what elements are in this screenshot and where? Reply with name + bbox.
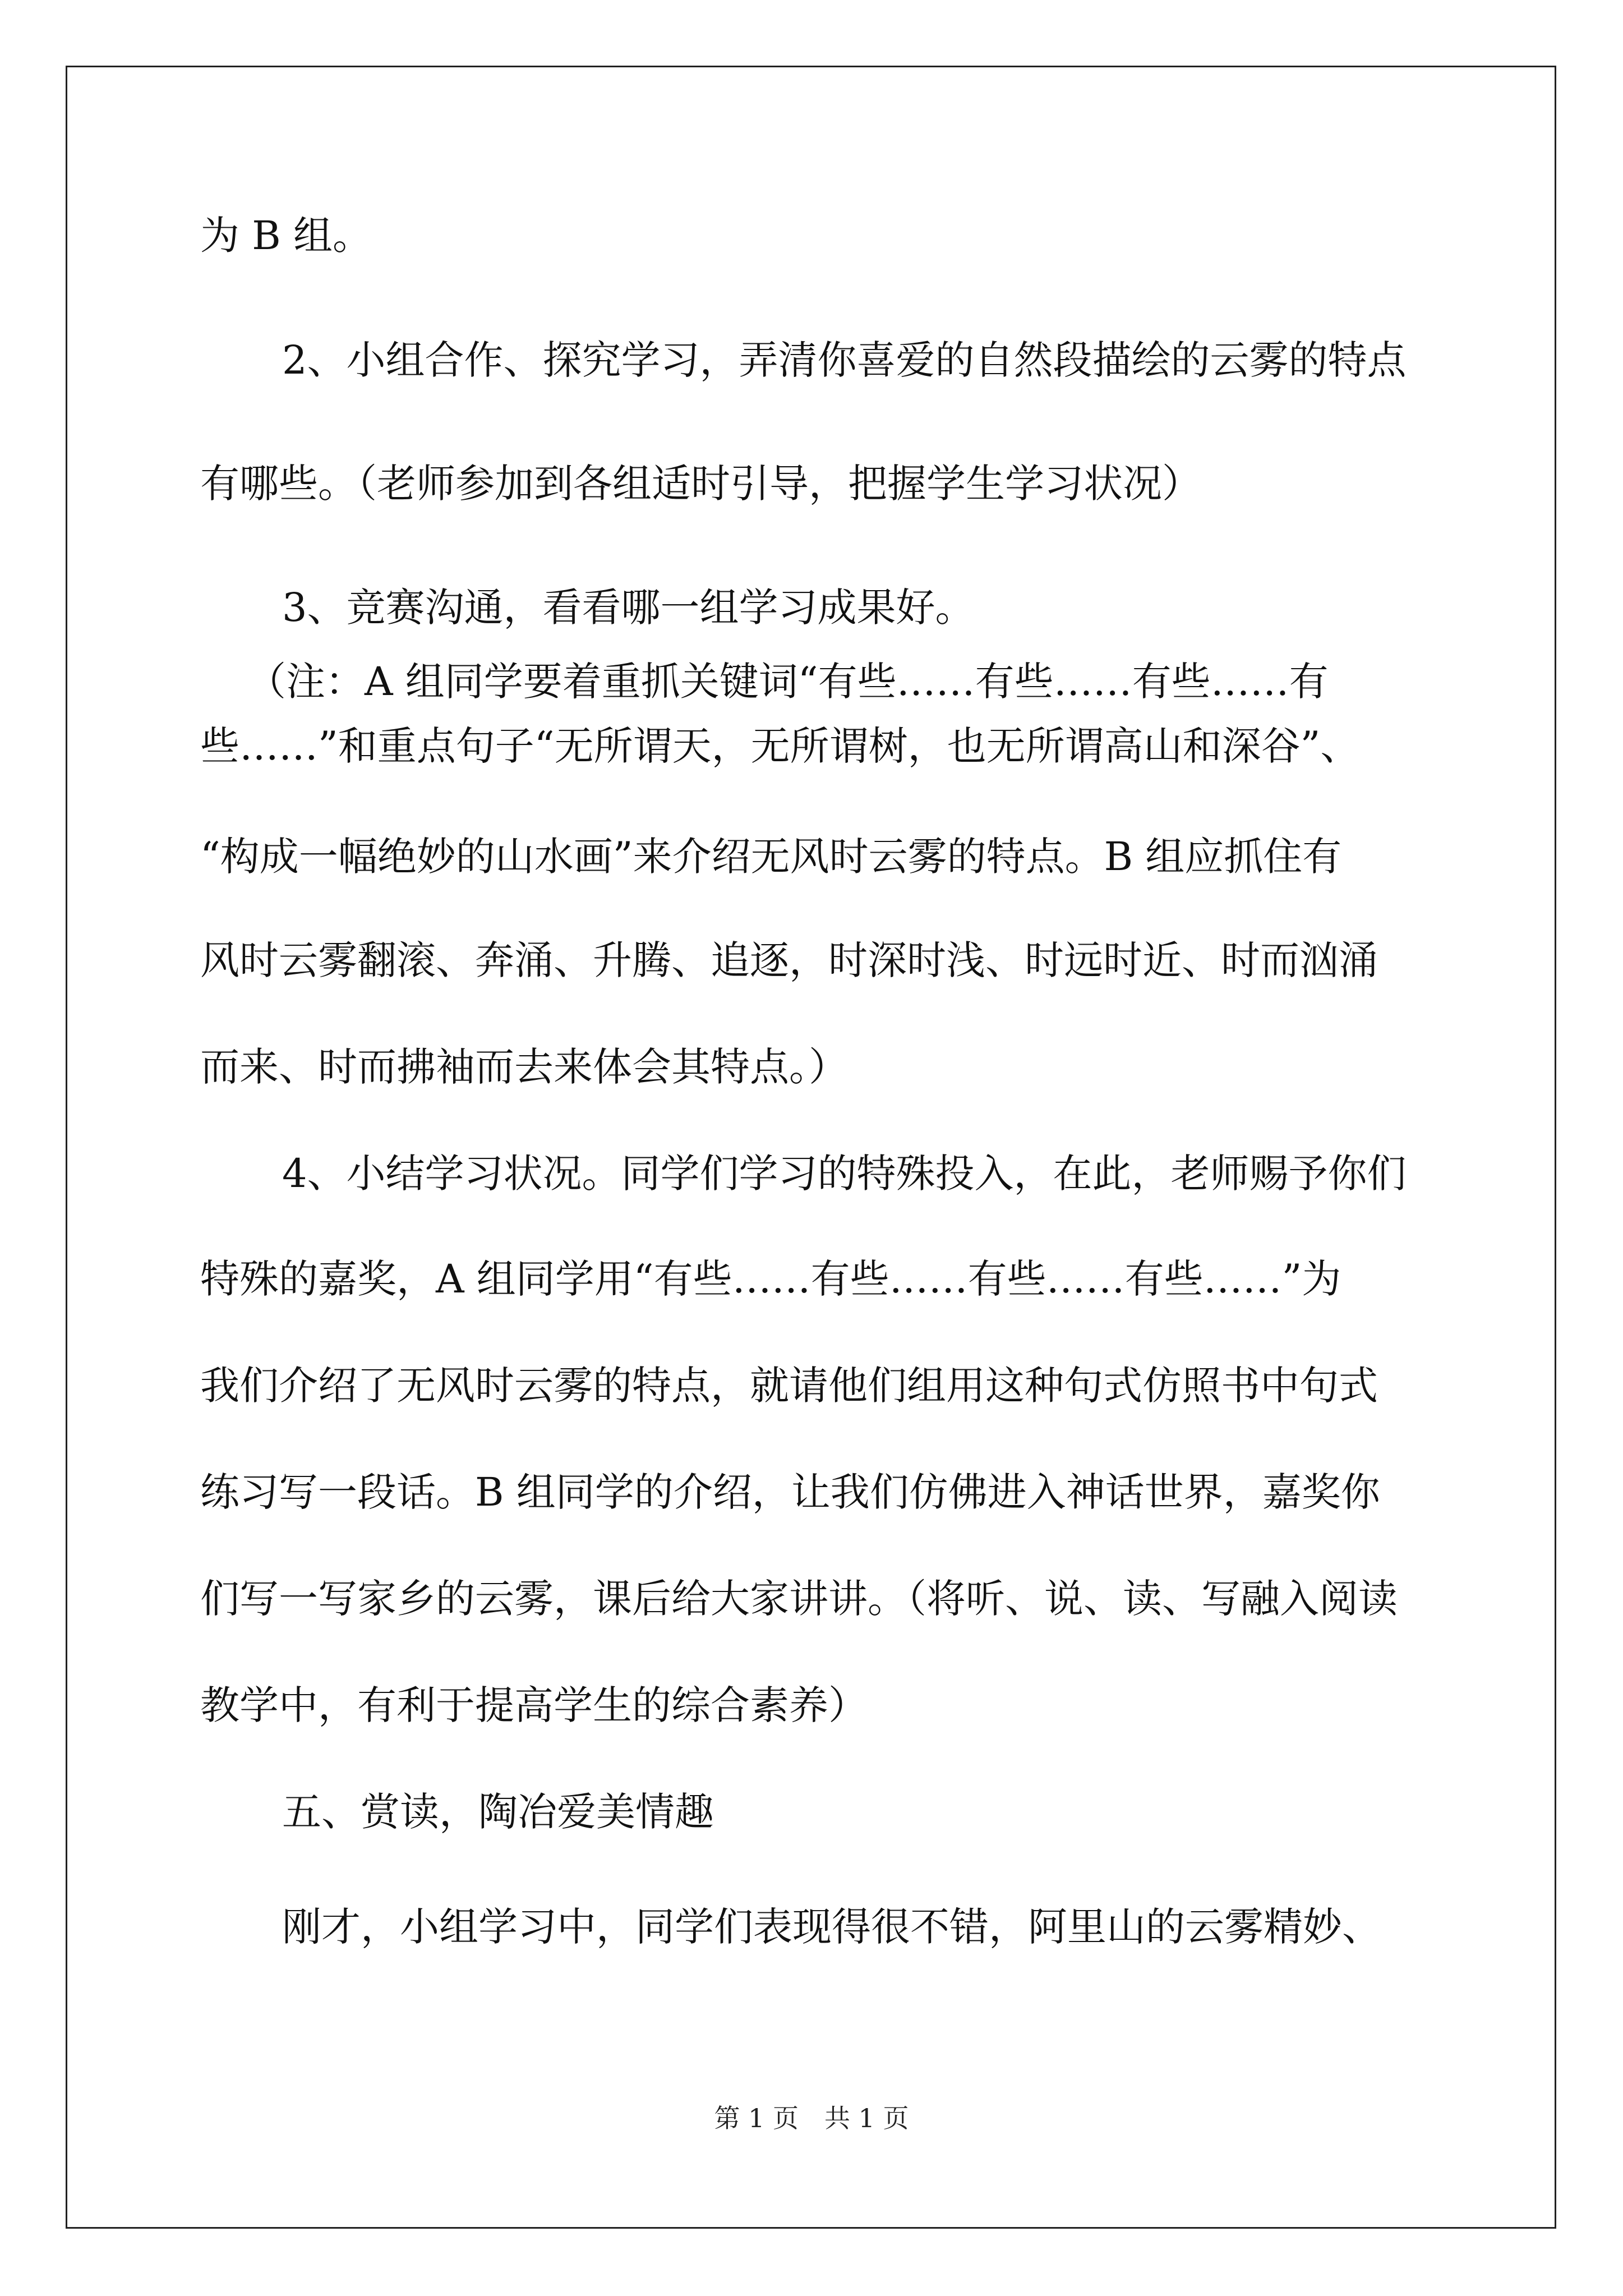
- text-line-8: 风时云雾翻滚、奔涌、升腾、追逐，时深时浅、时远时近、时而汹涌: [200, 937, 1378, 983]
- text-line-14: 们写一写家乡的云雾，课后给大家讲讲。（将听、说、读、写融入阅读: [200, 1576, 1398, 1622]
- text-line-4: 3、竞赛沟通，看看哪一组学习成果好。: [282, 585, 975, 631]
- text-line-3: 有哪些。（老师参加到各组适时引导，把握学生学习状况）: [200, 461, 1201, 507]
- text-line-11: 特殊的嘉奖，A 组同学用“有些……有些……有些……有些……”为: [200, 1256, 1341, 1302]
- text-line-12: 我们介绍了无风时云雾的特点，就请他们组用这种句式仿照书中句式: [200, 1363, 1378, 1409]
- text-line-5: （注：A 组同学要着重抓关键词“有些……有些……有些……有: [247, 659, 1329, 705]
- text-line-13: 练习写一段话。B 组同学的介绍，让我们仿佛进入神话世界，嘉奖你: [200, 1469, 1380, 1515]
- text-line-1: 为 B 组。: [200, 213, 372, 259]
- text-line-9: 而来、时而拂袖而去来体会其特点。）: [200, 1044, 848, 1090]
- text-line-2: 2、小组合作、探究学习，弄清你喜爱的自然段描绘的云雾的特点: [282, 337, 1407, 383]
- page-footer: 第 1 页 共 1 页: [714, 2103, 909, 2133]
- text-line-15: 教学中，有利于提高学生的综合素养）: [200, 1682, 868, 1728]
- text-line-6: 些……”和重点句子“无所谓天，无所谓树，也无所谓高山和深谷”、: [200, 723, 1360, 769]
- section-heading: 五、赏读，陶冶爱美情趣: [282, 1789, 714, 1835]
- text-line-17: 刚才，小组学习中，同学们表现得很不错，阿里山的云雾精妙、: [282, 1904, 1381, 1950]
- text-line-7: “构成一幅绝妙的山水画”来介绍无风时云雾的特点。B 组应抓住有: [200, 834, 1342, 880]
- text-line-10: 4、小结学习状况。同学们学习的特殊投入，在此，老师赐予你们: [282, 1151, 1407, 1197]
